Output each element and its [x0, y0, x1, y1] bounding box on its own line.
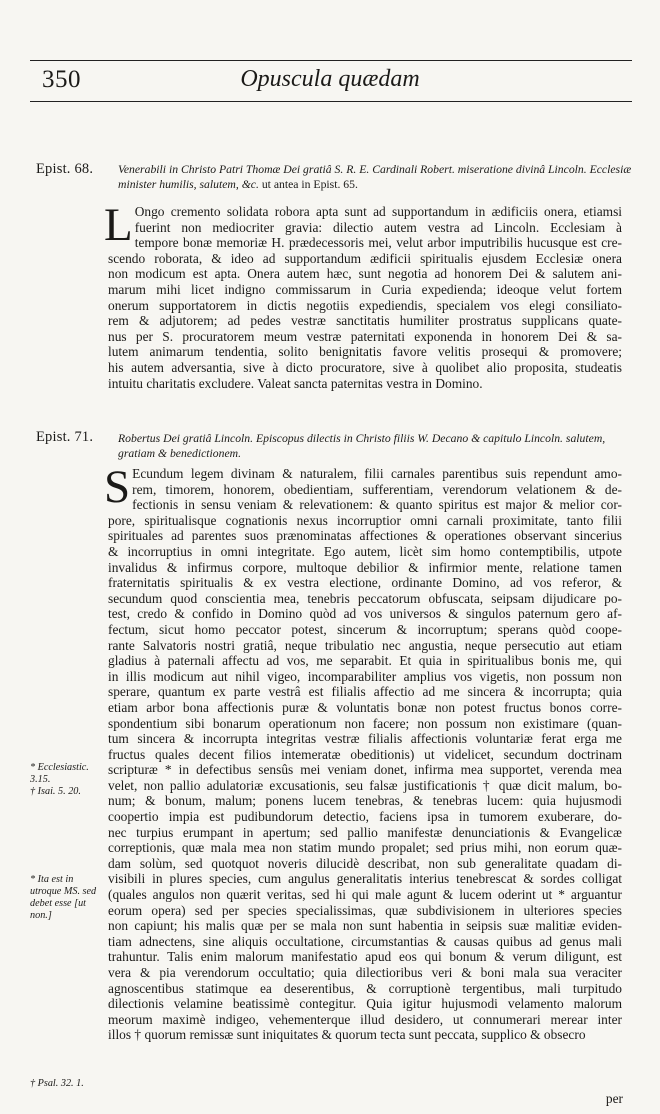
epistle-71-heading: Robertus Dei gratiâ Lincoln. Episcopus dilectis in Christo filiis W. Decano & capitulo Lincoln. salutem, gratiam & benedictionem. [118, 432, 606, 460]
epistle-71-text-line: sperare, quantum ex parte vestrâ est filialis affectio ad me sincera & incorrupta; quia [108, 684, 622, 700]
margin-note-ecclesiastic: * Ecclesiastic. 3.15. [30, 762, 89, 785]
epistle-68-text-line: tempore bonæ memoriæ H. prædecessoris mei, velut arbor imputribilis hucusque est cre- [134, 235, 622, 251]
epistle-71-text-line: gladius à paternali affectu ad vos, me separabit. Et quia in spiritualibus bonis me, qui [108, 653, 622, 669]
epistle-71-body [104, 461, 622, 1043]
epistle-71-text-line: dam solùm, sed quotquot noveris dilucidè describat, non sub generalitate quadam di- [108, 855, 622, 871]
catchword: per [605, 1091, 623, 1106]
epistle-68-body [104, 199, 622, 391]
epistle-71-text-line: pore, spiritualisque cognationis nexus incorruptior omni carnali proximitate, tanto filii [108, 512, 622, 528]
epistle-71-text-line: visibili in plures species, cum angulus generalitatis interius tenebrescat & sordes colligat [108, 871, 622, 887]
epistle-71-text-line: velet, non pallio adulatoriæ excusationis, seu falsæ justificationis † quæ dicit malum, bo- [108, 777, 622, 793]
epistle-71-text-line: secundum quod conscientia mea, tenebris peccatorum obfuscata, seipsam dijudicare po- [108, 590, 622, 606]
epistle-71-text-line: correptionis, quæ mala mea non statim mundo propalet; sed prius mihi, non eorum quæ- [108, 840, 622, 856]
epistle-68-text-line: onerum supportatorem in dictis negotiis expediendis, specialem vos elegi consiliato- [108, 297, 622, 313]
epistle-71-text-line: illos † quorum remissæ sunt iniquitates & quorum tecta sunt peccata, supplico & obsecro [108, 1027, 586, 1043]
margin-note-manuscript: * Ita est in utroque MS. sed debet esse [ut non.] [30, 874, 97, 921]
epistle-68-text-line: nus per S. procuratorem meum vestræ paternitati exponenda in honorem Dei & sa- [108, 328, 622, 344]
epistle-68-heading [118, 162, 632, 192]
epistle-68-text-line: fuerint non mediocriter gravia: dilectio autem vestra ad Lincoln. Ecclesiam à [134, 219, 622, 235]
epistle-71-text-line: meorum maximè indigeo, vehementerque illud desidero, ut connumerari merear inter [108, 1011, 622, 1027]
epistle-68-reference: ut antea in Epist. 65. [258, 178, 358, 191]
epistle-71-text-line: scripturæ * in defectibus sensûs mei veniam donet, infirma mea supportet, verenda mea [108, 762, 622, 778]
drop-cap-l: L [104, 199, 133, 251]
epistle-number-71: Epist. 71. [36, 429, 94, 445]
epistle-68-text-line: intuitu charitatis excludere. Valeat sancta paternitas vestra in Domino. [108, 375, 483, 391]
epistle-71-text-line: invalidus & infirmus corpore, multoque debilior & infirmior mente, relatione tamen [108, 559, 622, 575]
epistle-71-text-line: coopertio impia est pudibundorum detectio, faciens ipsa in tumorem exuberare, do- [108, 809, 622, 825]
epistle-68-text-line: lutem animarum tendentia, solito benignitatis favore velitis prosequi & promovere; [108, 344, 622, 360]
epistle-71-text-line: agnoscentibus statimque ea deserentibus, & corruptionè tergentibus, mali turpitudo [108, 980, 622, 996]
epistle-71-text-line: Ecundum legem divinam & naturalem, filii carnales parentibus suis rependunt amo- [132, 466, 622, 481]
epistle-71-text-line: fectum, sicut homo peccator potest, sincerum & incorruptum; sperans quòd coope- [108, 621, 622, 637]
epistle-71-text-line: fectionis in sensu veniam & relevationem: & quanto spiritus est major & melior cor- [132, 497, 622, 513]
epistle-68-text-line: marum mihi licet indigno commissarum in Curia expedienda; ideoque velut fortem [108, 281, 622, 297]
epistle-71-text-line: etiam arbor bona affectionis puræ & voluntatis bonæ non potest fructus bonos corre- [108, 699, 622, 715]
epistle-71-text-line: spirituales ad parentes suos prænominatas affectiones & operationes observant sincerius [108, 528, 622, 544]
top-rule [30, 60, 632, 61]
epistle-68-text-line: Ongo cremento solidata robora apta sunt ad supportandum in ædificiis onera, etiamsi [134, 204, 622, 219]
epistle-71-text-line: trahuntur. Talis enim malorum manifestatio apud eos qui bonum & verum diligunt, est [108, 949, 622, 965]
epistle-71-text-line: vera & pia verendorum occultatio; quia dilectioribus veri & boni mala sua veraciter [108, 965, 622, 980]
epistle-number-68: Epist. 68. [36, 161, 94, 177]
epistle-71-text-line: spondentium sibi bonarum operationum non facere; non possum non existimare (quan- [108, 715, 622, 731]
page-number: 350 [42, 66, 81, 93]
epistle-71-text-line: nec turpius erumpant in apertum; sed pallio manifestæ denunciationis & Evangelicæ [108, 824, 622, 840]
running-head: Opuscula quædam [240, 66, 420, 92]
epistle-71-text-line: rem, timorem, honorem, obedientiam, sufferentiam, verendorum velationem & de- [132, 481, 622, 497]
epistle-68-text-line: rem & adjutorem; ad pedes vestræ sanctitatis humiliter prostratus supplicans quate- [108, 313, 622, 329]
drop-cap-s: S [104, 461, 131, 513]
epistle-71-text-line: tum sincera & incorrupta integritas vestræ filialis affectionis voluntariæ ferat erga me [108, 731, 622, 747]
epistle-68-salutation: Venerabili in Christo Patri Thomæ Dei gratiâ S. R. E. Cardinali Robert. miseratione divinâ Lincoln. Ecclesiæ minister humilis, salutem, &c. [118, 163, 632, 191]
epistle-71-text-line: non capiunt; his malis quæ per se mala non sunt habentia in seipsis suæ malitiæ eviden- [108, 918, 622, 934]
epistle-71-text-line: in illis modicum aut nihil vigeo, incomparabiliter amplius vos vigetis, non possum non [108, 668, 622, 684]
epistle-68-text-line: scendo roborata, & ideo ad supportandum ædificii spiritualis ejusdem Ecclesiæ onera [108, 250, 622, 266]
epistle-68-text-line: non modicum est apta. Onera autem hæc, sunt negotia ad honorem Dei & salutem ani- [108, 266, 622, 282]
epistle-68-text-line: his autem adversantia, sive à dicto procuratore, sive à quolibet alio proposita, studeatis [108, 359, 622, 375]
epistle-71-text-line: (quales angulos non quærit veritas, sed hi qui male agunt & lucem oderint ut * arguantur [108, 887, 622, 903]
epistle-71-text-line: & incorruptius in omni integritate. Ego autem, licèt sim homo contemptibilis, utpote [108, 543, 622, 559]
epistle-71-text-line: rante Salvatoris nostri gratiâ, neque tribulatio nec angustia, neque persecutio aut etiam [108, 637, 622, 653]
epistle-71-text-line: fraternitatis spiritualis & ex vestra electione, ordinante Domino, ad vos referor, & [108, 575, 622, 591]
epistle-71-text-line: eorum opera) sed per species specialissimas, quæ subdivisionem in ulteriores species [108, 902, 622, 918]
margin-note-psalm: † Psal. 32. 1. [30, 1078, 84, 1089]
header-rule [30, 101, 632, 102]
epistle-71-text-line: tiam adnectens, sine aliquis occultatione, circumstantias & causas quibus ad genus mali [108, 933, 622, 949]
epistle-71-text-line: num; & bonum, malum; ponens lucem tenebras, & tenebras lucem: quia hujusmodi [108, 793, 622, 809]
epistle-71-text-line: dilectionis velamine beatissimè contegitur. Quia igitur hujusmodi velamento malorum [108, 996, 622, 1012]
epistle-71-text-line: fructus quales decent filios intemeratæ obeditionis) ut videlicet, secundum doctrinam [108, 746, 622, 762]
margin-note-isaiah: † Isai. 5. 20. [30, 786, 81, 797]
epistle-71-text-line: test, credo & confido in Domino quòd ad vos universos & singulos paternum gero af- [108, 606, 622, 622]
